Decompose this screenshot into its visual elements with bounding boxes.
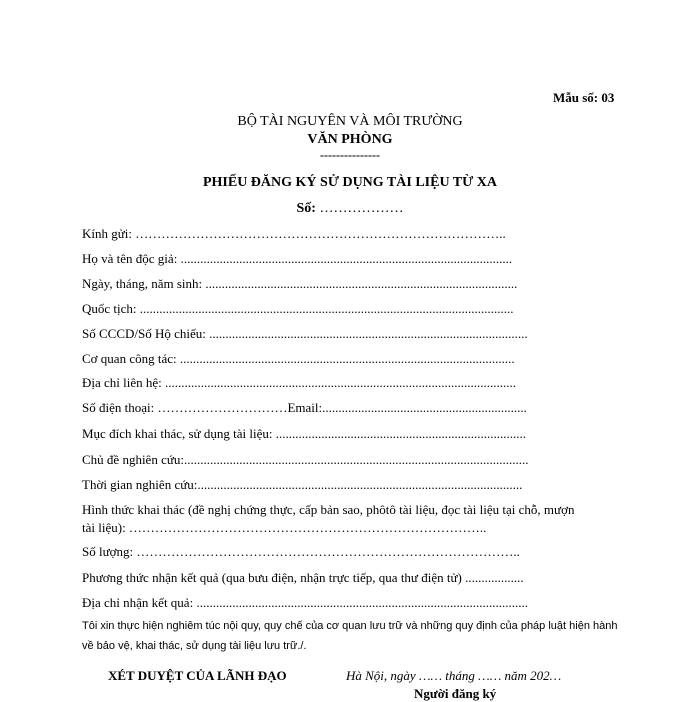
field-nationality: Quốc tịch: ...................................................................................................................: [82, 301, 514, 316]
field-id-number: Số CCCD/Số Hộ chiếu: ..................................................................................................: [82, 326, 528, 341]
form-number: [0, 201, 700, 217]
commitment-text: Tôi xin thực hiện nghiêm túc nội quy, quy chế của cơ quan lưu trữ và những quy định của pháp luật hiện hành về bảo vệ, khai thác, sử dụng tài liệu lưu trữ./.: [82, 620, 618, 652]
field-method-line1: Hình thức khai thác (đề nghị chứng thực, cấp bản sao, phôtô tài liệu, đọc tài liệu tại chỗ, mượn: [82, 502, 575, 517]
field-workplace: Cơ quan công tác: .......................................................................................................: [82, 351, 515, 366]
field-address: Địa chỉ liên hệ: ............................................................................................................: [82, 375, 517, 390]
field-delivery-address: Địa chỉ nhận kết quả: ......................................................................................................: [82, 595, 528, 610]
field-quantity: Số lượng: ……………………………………………………………………………..: [82, 544, 520, 559]
form-code: Mẫu số: 03: [553, 90, 615, 105]
registrant-label: Người đăng ký: [414, 686, 497, 701]
field-recipient: Kính gửi: …………………………………………………………………………..: [82, 226, 506, 241]
field-delivery-method: Phương thức nhận kết quả (qua bưu điện, nhận trực tiếp, qua thư điện tử) ..................: [82, 570, 524, 585]
field-reader-name: Họ và tên độc giả: ......................................................................................................: [82, 251, 513, 266]
number-value: ………………: [319, 201, 404, 216]
field-purpose: Mục đích khai thác, sử dụng tài liệu: .............................................................................: [82, 426, 526, 441]
field-topic: Chủ đề nghiên cứu:..........................................................................................................: [82, 452, 529, 467]
separator: ---------------: [320, 148, 380, 162]
form-title: PHIẾU ĐĂNG KÝ SỬ DỤNG TÀI LIỆU TỪ XA: [202, 175, 498, 190]
number-label: Số:: [296, 201, 316, 216]
field-phone-email: Số điện thoại: …………………………Email:...............................................................: [82, 400, 527, 415]
approval-heading: XÉT DUYỆT CỦA LÃNH ĐẠO: [108, 668, 287, 683]
field-birthdate: Ngày, tháng, năm sinh: ................................................................................................: [82, 276, 518, 291]
field-research-time: Thời gian nghiên cứu:....................................................................................................: [82, 477, 523, 492]
field-method-line2: tài liệu): ………………………………………………………………………..: [82, 520, 487, 535]
date-line: Hà Nội, ngày …… tháng …… năm 202…: [346, 668, 562, 683]
ministry-name: BỘ TÀI NGUYÊN VÀ MÔI TRƯỜNG: [237, 114, 463, 129]
office-name: VĂN PHÒNG: [307, 132, 393, 147]
